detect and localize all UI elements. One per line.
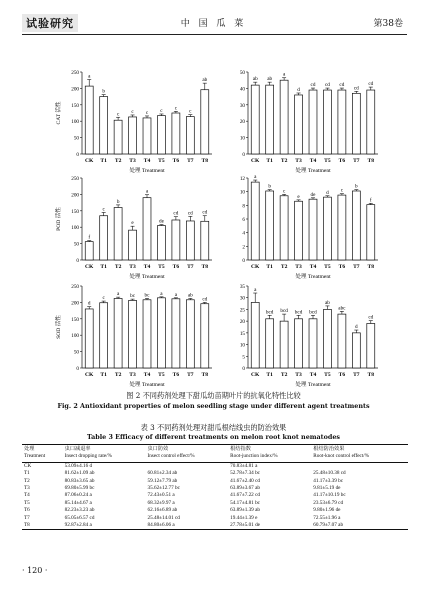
panel-pod-x-tick-label: CK xyxy=(85,264,94,270)
panel-mda-bar xyxy=(352,191,360,260)
table-cell: 81.62±1.09 ab xyxy=(64,470,95,477)
panel-o2-sig-letter: abc xyxy=(338,305,346,312)
table-cell: T6 xyxy=(24,507,30,514)
panel-cat-bar xyxy=(172,113,180,154)
panel-cat-y-tick-label: 0 xyxy=(76,152,79,158)
figure-caption-cn: 图 2 不同药剂处理下甜瓜幼苗期叶片的抗氧化特性比较 xyxy=(126,391,301,400)
panel-cat-bar xyxy=(157,116,165,154)
panel-h2o2-bar xyxy=(266,85,274,154)
panel-pod-bar xyxy=(85,242,93,260)
panel-o2-bar xyxy=(367,323,375,368)
panel-mda-x-tick-label: T8 xyxy=(367,264,375,270)
table-cell xyxy=(311,462,408,470)
panel-sod-x-tick-label: T7 xyxy=(187,372,194,378)
panel-pod-x-tick-label: T4 xyxy=(143,264,151,270)
table-cell: 41.17±10.19 bc xyxy=(313,492,346,499)
panel-sod-x-tick-label: CK xyxy=(85,372,94,378)
panel-pod-bar xyxy=(143,198,151,260)
panel-pod-y-tick-label: 0 xyxy=(76,258,79,264)
panel-h2o2-x-tick-label: CK xyxy=(251,158,260,164)
panel-h2o2-x-tick-label: T5 xyxy=(324,158,331,164)
panel-h2o2-y-tick-label: 30 xyxy=(239,102,245,109)
panel-sod-sig-letter: a xyxy=(116,291,120,298)
panel-mda-y-tick-label: 2 xyxy=(242,244,245,251)
panel-h2o2-sig-letter: cd xyxy=(324,82,330,89)
table-cell: 53.09±4.16 d xyxy=(64,462,93,469)
panel-pod-x-tick-label: T6 xyxy=(172,264,180,270)
table-cell: 70.83±4.81 a xyxy=(230,462,258,469)
panel-o2-sig-letter: ab xyxy=(324,299,330,306)
panel-cat-x-tick-label: T4 xyxy=(143,158,151,164)
panel-pod-y-tick-label: 150 xyxy=(71,208,79,215)
panel-mda-bar xyxy=(280,196,288,260)
panel-mda-x-tick-label: CK xyxy=(251,264,260,270)
panel-pod-x-tick-label: T1 xyxy=(100,264,107,270)
panel-cat-sig-letter: b xyxy=(102,88,105,95)
panel-sod-y-tick-label: 150 xyxy=(71,316,79,323)
panel-cat-x-tick-label: T1 xyxy=(100,158,107,164)
panel-pod-bar xyxy=(129,230,137,260)
panel-sod-bar xyxy=(186,300,194,368)
panel-cat-sig-letter: c xyxy=(189,108,192,115)
table-body xyxy=(22,462,408,530)
table-cell: T8 xyxy=(22,522,63,530)
panel-cat-x-tick-label: T5 xyxy=(158,158,165,164)
panel-sod-y-tick-label: 100 xyxy=(71,333,79,340)
panel-h2o2-sig-letter: cd xyxy=(368,81,374,88)
panel-h2o2-xlabel: 处理 Treatment xyxy=(295,168,331,174)
panel-pod-x-tick-label: T3 xyxy=(129,264,136,270)
panel-mda-sig-letter: b xyxy=(355,183,358,190)
table-cell: 63.89±1.39 ab xyxy=(230,507,260,514)
panel-cat-sig-letter: c xyxy=(160,107,163,114)
panel-cat-x-tick-label: CK xyxy=(85,158,94,164)
table-header-cell: 根结指数 Root-junction index/% xyxy=(228,445,311,463)
panel-pod-x-tick-label: T7 xyxy=(187,264,194,270)
panel-h2o2-bar xyxy=(323,90,331,154)
panel-pod-x-tick-label: T8 xyxy=(201,264,209,270)
panel-h2o2-x-tick-label: T1 xyxy=(266,158,273,164)
panel-mda-bar xyxy=(295,201,303,260)
panel-o2-sig-letter: a xyxy=(254,287,257,294)
panel-o2-bar xyxy=(338,314,346,368)
table-cell: 35.62±12.77 bc xyxy=(147,485,180,492)
panel-h2o2-y-tick-label: 50 xyxy=(239,70,245,76)
panel-o2-xlabel: 处理 Treatment xyxy=(295,382,331,388)
table-cell: 62.16±6.89 ab xyxy=(147,507,178,514)
panel-pod-sig-letter: e xyxy=(131,220,134,227)
table-cell: 54.17±4.81 bc xyxy=(230,499,260,506)
panel-h2o2-y-tick-label: 20 xyxy=(239,119,245,126)
panel-o2-x-tick-label: T2 xyxy=(280,372,288,378)
panel-mda-xlabel: 处理 Treatment xyxy=(295,274,331,280)
panel-pod-sig-letter: a xyxy=(145,188,149,195)
panel-pod-x-tick-label: T2 xyxy=(114,264,122,270)
panel-o2-sig-letter: d xyxy=(355,324,358,331)
panel-h2o2-sig-letter: d xyxy=(297,86,300,93)
panel-cat-x-tick-label: T2 xyxy=(114,158,122,164)
panel-cat-xlabel: 处理 Treatment xyxy=(129,168,165,174)
panel-pod-sig-letter: cd xyxy=(202,209,208,216)
table-cell: CK xyxy=(24,462,32,469)
panel-pod-bar xyxy=(201,221,209,260)
panel-o2-y-tick-label: 0 xyxy=(242,366,245,372)
panel-sod-bar xyxy=(85,309,93,368)
panel-o2-bar xyxy=(280,321,288,368)
panel-h2o2-sig-letter: cd xyxy=(339,82,345,89)
table-cell: 72.55±1.96 a xyxy=(313,514,341,521)
table-cell: T2 xyxy=(24,477,30,484)
panel-cat-x-tick-label: T3 xyxy=(129,158,136,164)
panel-pod-ylabel: POD 活性 xyxy=(56,207,62,231)
panel-sod-bar xyxy=(100,303,108,368)
panel-sod-sig-letter: d xyxy=(87,300,91,307)
panel-mda-y-tick-label: 6 xyxy=(242,217,245,223)
panel-mda-x-tick-label: T7 xyxy=(353,264,360,270)
panel-mda-sig-letter: f xyxy=(369,197,372,204)
panel-pod-y-tick-label: 250 xyxy=(71,176,79,182)
panel-mda-bar xyxy=(338,195,346,260)
table-cell: 84.80±6.06 a xyxy=(145,522,228,530)
panel-sod-bar xyxy=(172,299,180,368)
panel-o2-x-tick-label: T8 xyxy=(367,372,375,378)
panel-o2-y-tick-label: 25 xyxy=(239,307,245,314)
panel-pod-sig-letter: f xyxy=(88,234,91,241)
panel-mda-x-tick-label: T3 xyxy=(295,264,302,270)
panel-sod-x-tick-label: T8 xyxy=(201,372,209,378)
panel-h2o2-y-tick-label: 0 xyxy=(242,152,245,158)
table-row xyxy=(22,507,408,514)
table-header-cell: 处理 Treatment xyxy=(22,445,63,463)
panel-o2-bar xyxy=(323,309,331,368)
panel-mda-sig-letter: e xyxy=(297,193,300,200)
panel-pod-bar xyxy=(172,220,180,260)
table-row xyxy=(22,462,408,470)
panel-mda-x-tick-label: T6 xyxy=(338,264,346,270)
table-cell: 85.14±4.67 a xyxy=(64,499,92,506)
panel-mda-bar xyxy=(309,199,317,260)
panel-o2-x-tick-label: T4 xyxy=(309,372,317,378)
panel-o2-y-tick-label: 5 xyxy=(242,354,245,361)
table-header-cell: 根结防治效果 Root-knot control effect/% xyxy=(311,445,408,463)
panel-h2o2-x-tick-label: T2 xyxy=(280,158,288,164)
table-cell: T3 xyxy=(24,485,30,492)
panel-o2-y-tick-label: 10 xyxy=(239,342,245,349)
panel-sod-sig-letter: cd xyxy=(202,296,208,303)
figure-caption-en: Fig. 2 Antioxidant properties of melon seedling stage under different agent treatments xyxy=(57,402,370,410)
panel-o2-sig-letter: bcd xyxy=(294,309,303,316)
panel-sod-sig-letter: a xyxy=(160,290,163,297)
panel-h2o2-sig-letter: ab xyxy=(252,76,258,83)
table-cell: T5 xyxy=(24,499,30,506)
panel-cat-y-tick-label: 200 xyxy=(71,86,79,93)
table-row xyxy=(22,485,408,492)
panel-o2-x-tick-label: T7 xyxy=(353,372,360,378)
table-header-cell: 虫口减退率 Insect dropping rate/% xyxy=(63,445,146,463)
panel-mda-bar xyxy=(367,205,375,260)
panel-sod-y-tick-label: 50 xyxy=(73,349,79,356)
panel-cat-bar xyxy=(129,117,137,154)
panel-o2-x-tick-label: T1 xyxy=(266,372,273,378)
panel-pod-bar xyxy=(114,208,122,260)
panel-mda-sig-letter: a xyxy=(254,174,257,181)
table-caption-en: Table 3 Efficacy of different treatments on melon root knot nematodes xyxy=(86,433,341,441)
panel-sod-x-tick-label: T5 xyxy=(158,372,165,378)
table-cell: 9.80±1.96 de xyxy=(313,507,341,514)
panel-pod-bar xyxy=(186,221,194,260)
panel-sod-sig-letter: bc xyxy=(130,293,136,300)
table-cell: T7 xyxy=(24,514,30,521)
panel-o2-sig-letter: bcd xyxy=(309,309,317,316)
panel-mda-sig-letter: c xyxy=(282,188,286,195)
panel-sod-bar xyxy=(201,304,209,368)
panel-sod-y-tick-label: 0 xyxy=(76,366,79,372)
panel-mda-x-tick-label: T5 xyxy=(324,264,331,270)
panel-h2o2-x-tick-label: T3 xyxy=(295,158,302,164)
panel-o2-x-tick-label: CK xyxy=(251,372,260,378)
panel-h2o2-bar xyxy=(352,93,360,154)
panel-mda-sig-letter: de xyxy=(310,191,316,198)
panel-h2o2-bar xyxy=(367,90,375,154)
panel-cat-y-tick-label: 100 xyxy=(71,119,79,126)
volume-label: 第38卷 xyxy=(373,19,403,29)
panel-o2-bar xyxy=(352,333,360,368)
table-cell: 87.06±0.24 a xyxy=(64,492,92,499)
panel-cat-bar xyxy=(201,90,209,154)
panel-cat-sig-letter: c xyxy=(116,111,120,118)
panel-h2o2-bar xyxy=(295,95,303,154)
table-row xyxy=(22,522,408,530)
panel-mda-y-tick-label: 8 xyxy=(242,203,245,210)
section-label: 试验研究 xyxy=(22,14,78,32)
table-cell: 52.78±7.34 bc xyxy=(230,470,260,477)
panel-cat-bar xyxy=(85,86,93,154)
panel-o2-y-tick-label: 20 xyxy=(239,319,245,326)
journal-title: 中 国 瓜 菜 xyxy=(180,19,247,29)
panel-o2-bar xyxy=(251,302,259,368)
panel-h2o2-bar xyxy=(338,90,346,154)
panel-pod-sig-letter: cd xyxy=(173,210,179,217)
panel-h2o2-bar xyxy=(280,80,288,154)
panel-cat-x-tick-label: T6 xyxy=(172,158,180,164)
panel-h2o2-sig-letter: cd xyxy=(353,85,359,92)
table-header-row xyxy=(22,445,408,463)
table-cell: 41.67±2.40 cd xyxy=(230,477,260,484)
panel-h2o2-y-tick-label: 10 xyxy=(239,135,245,142)
table-row xyxy=(22,492,408,499)
panel-cat-sig-letter: ab xyxy=(202,77,208,84)
panel-sod-sig-letter: a xyxy=(174,291,178,298)
table-row xyxy=(22,478,408,485)
efficacy-table xyxy=(22,444,408,530)
panel-o2-y-tick-label: 30 xyxy=(239,295,245,302)
table-cell: 92.87±2.84 a xyxy=(63,522,146,530)
panel-o2-sig-letter: bcd xyxy=(265,309,274,316)
table-cell: T1 xyxy=(24,470,30,477)
panel-pod-bar xyxy=(157,226,165,260)
table-cell: 72.43±0.51 a xyxy=(147,492,175,499)
panel-cat-y-tick-label: 150 xyxy=(71,102,79,109)
panel-sod-y-tick-label: 200 xyxy=(71,300,79,307)
panel-cat-x-tick-label: T8 xyxy=(201,158,209,164)
panel-sod-bar xyxy=(129,300,137,368)
table-cell: 27.78±5.01 de xyxy=(228,522,311,530)
panel-o2-bar xyxy=(309,319,317,368)
panel-cat-bar xyxy=(100,97,108,154)
panel-pod-y-tick-label: 100 xyxy=(71,225,79,232)
panel-h2o2-sig-letter: cd xyxy=(310,82,316,89)
table-cell: 69.80±5.99 bc xyxy=(64,485,95,492)
panel-h2o2-bar xyxy=(309,90,317,154)
panel-mda-x-tick-label: T1 xyxy=(266,264,273,270)
table-caption-cn: 表 3 不同药剂处理对甜瓜根结线虫的防治效果 xyxy=(140,423,287,432)
table-cell: 9.81±5.19 de xyxy=(313,485,341,492)
panel-sod-bar xyxy=(157,298,165,368)
table-row xyxy=(22,515,408,522)
panel-h2o2-x-tick-label: T4 xyxy=(309,158,317,164)
panel-sod-sig-letter: c xyxy=(102,295,105,302)
panel-pod-sig-letter: b xyxy=(116,198,120,205)
panel-mda-sig-letter: d xyxy=(326,189,329,196)
panel-pod-sig-letter: cd xyxy=(187,210,193,217)
table-row xyxy=(22,470,408,477)
panel-h2o2-x-tick-label: T8 xyxy=(367,158,375,164)
panel-o2-bar xyxy=(295,319,303,368)
panel-h2o2-sig-letter: ab xyxy=(267,76,273,83)
panel-o2-sig-letter: bcd xyxy=(280,308,288,315)
panel-sod-sig-letter: bc xyxy=(144,292,150,299)
panel-cat-sig-letter: a xyxy=(88,73,91,80)
panel-cat-y-tick-label: 250 xyxy=(71,70,79,76)
panel-pod-y-tick-label: 50 xyxy=(73,241,79,248)
panel-cat-bar xyxy=(186,117,194,154)
table-cell: 25.48±10.38 cd xyxy=(313,470,346,477)
table-cell: 41.67±7.22 cd xyxy=(230,492,260,499)
panel-mda-x-tick-label: T2 xyxy=(280,264,288,270)
table-cell: 63.89±3.67 ab xyxy=(230,485,260,492)
panel-sod-y-tick-label: 250 xyxy=(71,284,79,290)
panel-sod-xlabel: 处理 Treatment xyxy=(129,382,165,388)
table-cell: 82.23±3.23 ab xyxy=(64,507,95,514)
panel-cat-bar xyxy=(143,118,151,154)
panel-o2-x-tick-label: T3 xyxy=(295,372,302,378)
table-cell: 25.48±14.01 cd xyxy=(147,514,180,521)
panel-mda-bar xyxy=(323,197,331,260)
panel-h2o2-bar xyxy=(251,85,259,154)
panel-pod-bar xyxy=(100,216,108,260)
panel-pod-x-tick-label: T5 xyxy=(158,264,165,270)
panel-cat-sig-letter: c xyxy=(174,105,178,112)
panel-mda-y-tick-label: 10 xyxy=(239,189,245,196)
panel-mda-bar xyxy=(266,191,274,260)
panel-pod-sig-letter: c xyxy=(102,206,105,213)
panel-pod-y-tick-label: 200 xyxy=(71,192,79,199)
panel-h2o2-y-tick-label: 40 xyxy=(239,86,245,93)
panel-mda-y-tick-label: 4 xyxy=(242,230,245,237)
panel-cat-ylabel: CAT 活性 xyxy=(56,101,62,125)
panel-o2-x-tick-label: T5 xyxy=(324,372,331,378)
panel-h2o2-x-tick-label: T7 xyxy=(353,158,360,164)
table-cell: 59.12±7.79 ab xyxy=(147,477,178,484)
panel-cat-bar xyxy=(114,120,122,154)
panel-sod-x-tick-label: T4 xyxy=(143,372,151,378)
table-cell: 41.17±3.39 bc xyxy=(313,477,344,484)
panel-mda-bar xyxy=(251,182,259,260)
panel-sod-bar xyxy=(114,298,122,368)
panel-o2-x-tick-label: T6 xyxy=(338,372,346,378)
panel-sod-x-tick-label: T6 xyxy=(172,372,180,378)
panel-sod-ylabel: SOD 活性 xyxy=(56,315,62,339)
page-number: · 120 · xyxy=(22,566,48,575)
panel-mda-sig-letter: c xyxy=(340,187,344,194)
panel-sod-bar xyxy=(143,300,151,368)
table-cell: T4 xyxy=(24,492,30,499)
panel-sod-x-tick-label: T1 xyxy=(100,372,107,378)
table-cell: 23.53±6.79 cd xyxy=(313,499,344,506)
panel-mda-y-tick-label: 12 xyxy=(239,176,245,182)
table-cell: 65.05±6.57 cd xyxy=(64,514,95,521)
table-cell: 60.79±7.07 ab xyxy=(311,522,408,530)
table-cell xyxy=(145,462,228,470)
table-cell: 68.32±9.97 a xyxy=(147,499,175,506)
panel-mda-x-tick-label: T4 xyxy=(309,264,317,270)
table-cell: 80.83±3.65 ab xyxy=(64,477,95,484)
panel-cat-sig-letter: c xyxy=(131,108,134,115)
panel-h2o2-x-tick-label: T6 xyxy=(338,158,346,164)
table-cell: 19.44±1.39 e xyxy=(230,514,258,521)
panel-pod-sig-letter: de xyxy=(158,218,164,225)
panel-cat-y-tick-label: 50 xyxy=(73,135,79,142)
panel-sod-x-tick-label: T2 xyxy=(114,372,122,378)
panel-o2-bar xyxy=(266,319,274,368)
panel-mda-y-tick-label: 0 xyxy=(242,258,245,264)
table-cell: 60.81±2.34 ab xyxy=(147,470,178,477)
table-row xyxy=(22,500,408,507)
panel-cat-x-tick-label: T7 xyxy=(187,158,194,164)
panel-sod-sig-letter: ab xyxy=(187,292,193,299)
panel-h2o2-sig-letter: a xyxy=(282,71,286,78)
panel-cat-sig-letter: c xyxy=(145,109,149,116)
panel-sod-x-tick-label: T3 xyxy=(129,372,136,378)
panel-o2-y-tick-label: 35 xyxy=(239,284,245,290)
panel-o2-sig-letter: cd xyxy=(368,314,374,321)
table-header-cell: 虫口防效 Insect control effect/% xyxy=(145,445,228,463)
panel-pod-xlabel: 处理 Treatment xyxy=(129,274,165,280)
panel-mda-sig-letter: b xyxy=(268,183,271,190)
panel-o2-y-tick-label: 15 xyxy=(239,330,245,337)
